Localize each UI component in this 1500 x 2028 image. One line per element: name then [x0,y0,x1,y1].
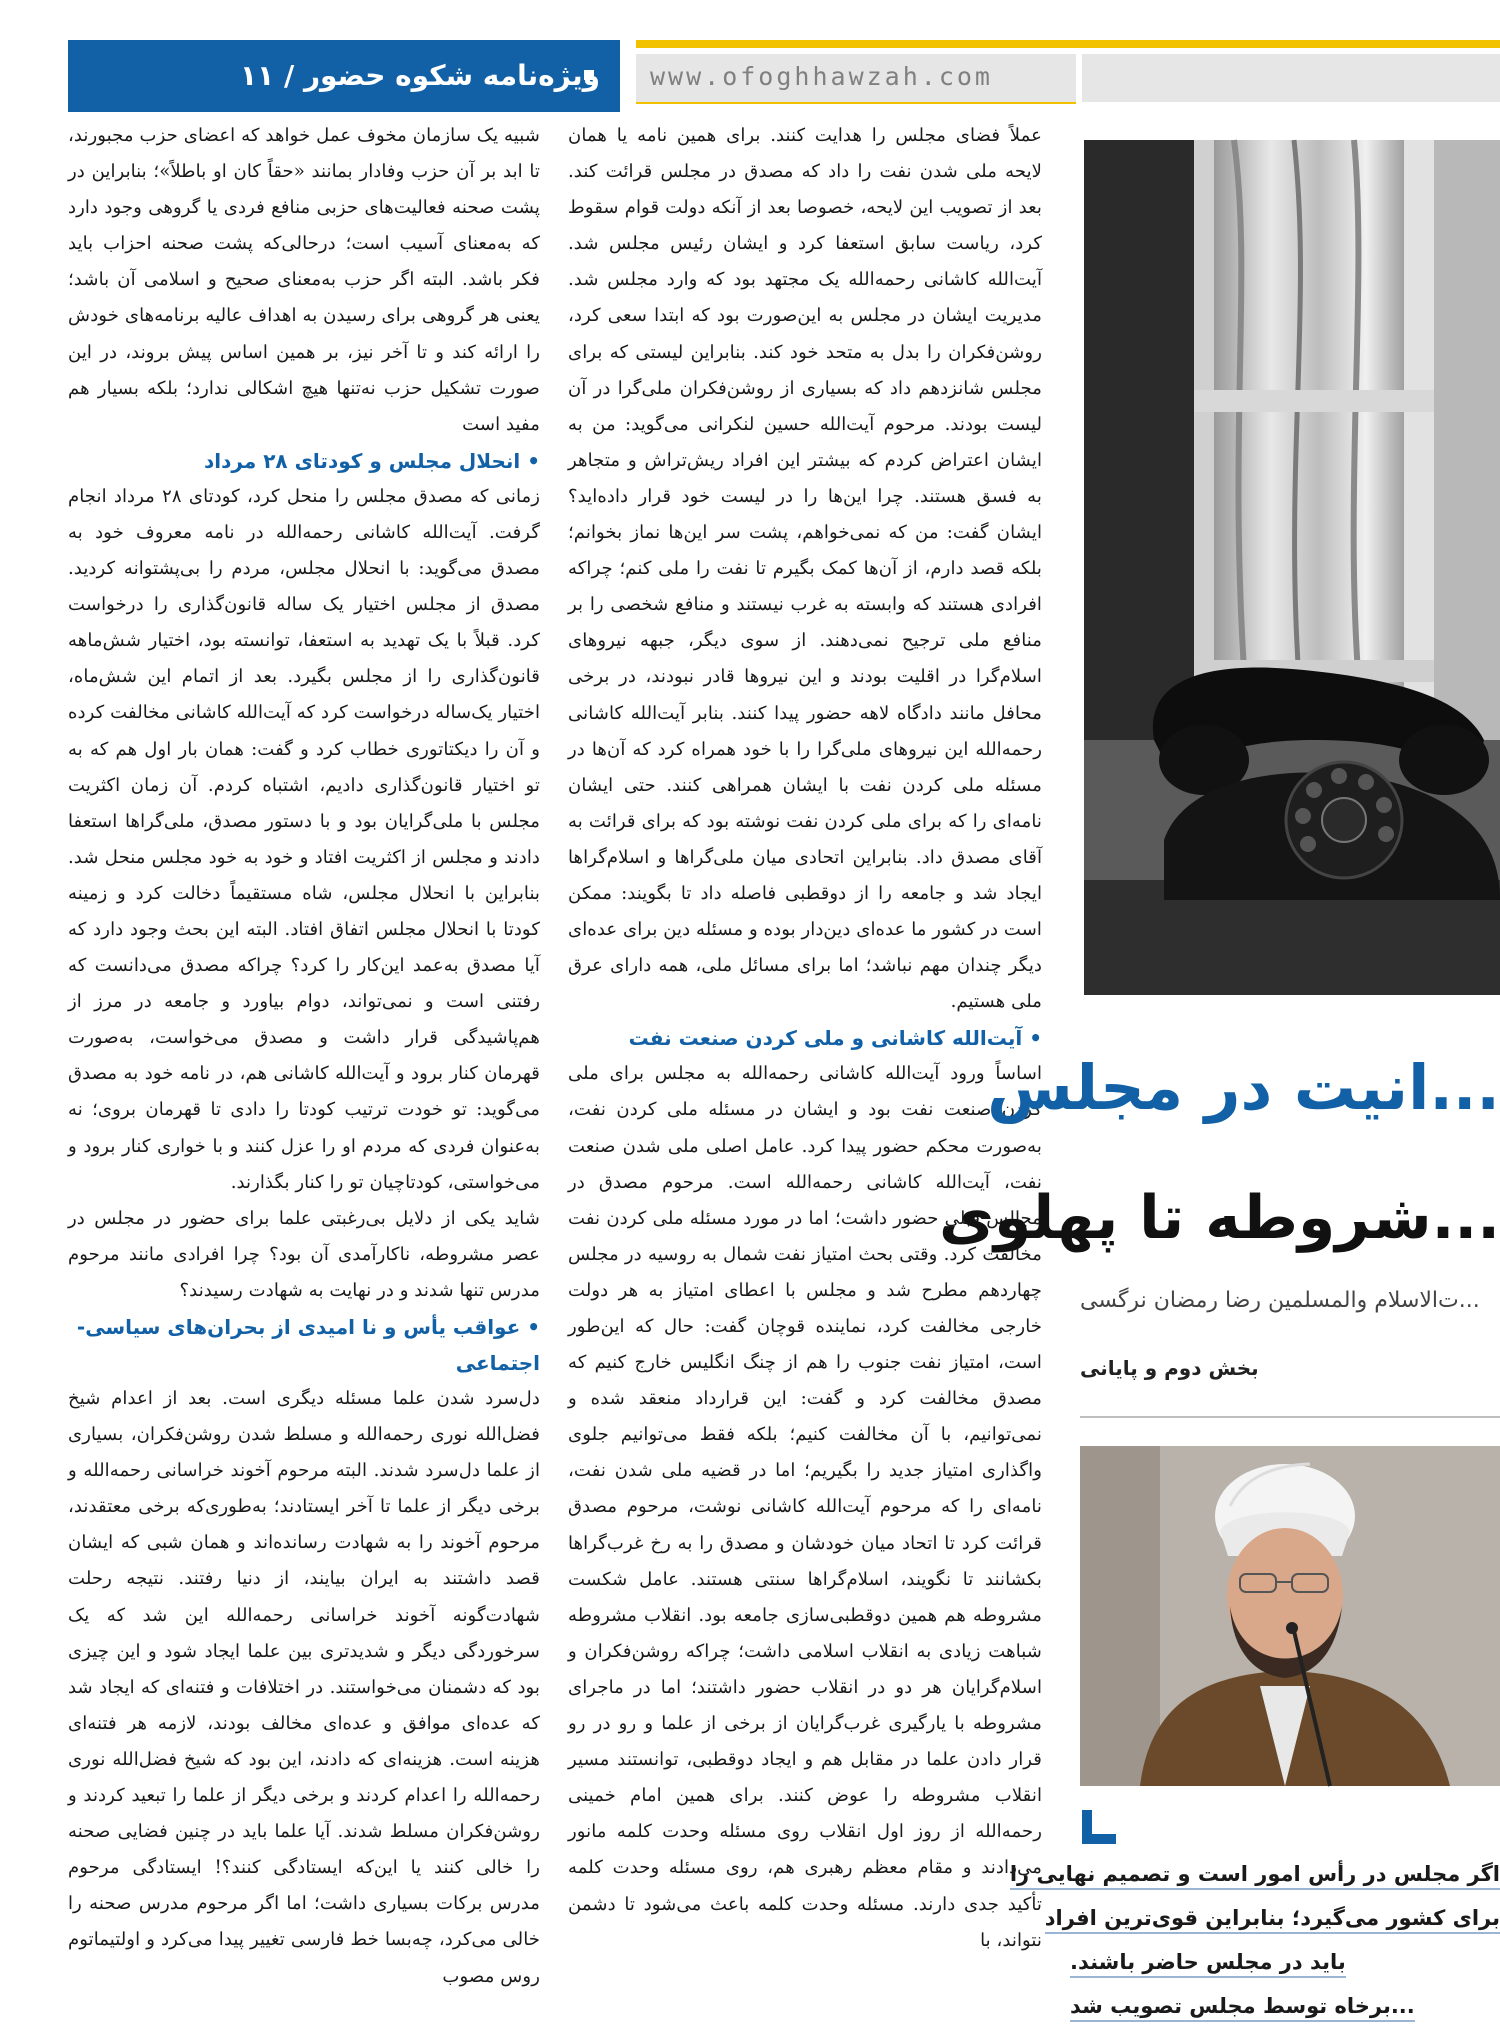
paragraph: اساساً ورود آیت‌الله کاشانی رحمه‌الله به مجلس برای ملی کردن صنعت نفت بود و ایشان در مسئله ملی کردن نفت، به‌صورت محکم حضور پیدا کرد. عامل اصلی ملی شدن صنعت نفت، آیت‌الله کاشانی رحمه‌الله است. مرحوم مصدق در مجالس قبلی حضور داشت؛ اما در مورد مسئله ملی کردن نفت مخالفت کرد. وقتی بحث امتیاز نفت شمال به روسیه در مجلس چهاردهم مطرح شد و مجلس با اعطای امتیاز به هر دولت خارجی مخالفت کرد، نماینده قوچان گفت: حال که این‌طور است، امتیاز نفت جنوب را هم از چنگ انگلیس خارج کنیم که مصدق مخالفت کرد و گفت: این قرارداد منعقد شده و نمی‌توانیم، با آن مخالفت کنیم؛ بلکه فقط می‌توانیم جلوی واگذاری امتیاز جدید را بگیریم؛ اما در قضیه ملی شدن نفت، نامه‌ای را که مرحوم آیت‌الله کاشانی نوشت، مرحوم مصدق قرائت کرد تا اتحاد میان خودشان و مصدق را به رخ غرب‌گراها بکشانند تا نگویند، اسلام‌گراها سنتی هستند. عامل شکست مشروطه هم همین دوقطبی‌سازی جامعه بود. انقلاب مشروطه شباهت زیادی به انقلاب اسلامی داشت؛ چراکه روشن‌فکران و اسلام‌گرایان هر دو در انقلاب حضور داشتند؛ اما در ماجرای مشروطه با یارگیری غرب‌گرایان از برخی از علما و رو در رو قرار دادن علما در مقابل هم و ایجاد دوقطبی، توانستند مسیر انقلاب مشروطه را عوض کنند. برای همین امام خمینی رحمه‌الله از روز اول انقلاب روی مسئله وحدت کلمه مانور می‌دادند و مقام معظم رهبری هم، روی مسئله وحدت کلمه تأکید جدی دارند. مسئله وحدت کلمه باعث می‌شود تا دشمن نتواند، با [568,1063,1042,1951]
paragraph: شاید یکی از دلایل بی‌رغبتی علما برای حضور در مجلس در عصر مشروطه، ناکارآمدی آن بود؟ چرا افرادی مانند مرحوم مدرس تنها شدند و در نهایت به شهادت رسیدند؟ [68,1207,540,1301]
article-title-line-1: ...انیت در مجلس [987,1051,1500,1124]
divider [1080,1416,1500,1418]
telephone-photo [1084,140,1500,995]
quote-line: برای کشور می‌گیرد؛ بنابراین قوی‌ترین افراد [1070,1896,1500,1940]
quote-line: باید در مجلس حاضر باشند. [1070,1940,1500,1984]
quote-line: اگر مجلس در رأس امور است و تصمیم نهایی را [1070,1852,1500,1896]
author-byline: ...ت‌الاسلام والمسلمین رضا رمضان نرگسی [1080,1288,1480,1313]
telephone-illustration [1084,140,1500,995]
speaker-photo [1080,1446,1500,1786]
paragraph: عملاً فضای مجلس را هدایت کنند. برای همین نامه یا همان لایحه ملی شدن نفت را داد که مصدق در مجلس قرائت کند. بعد از تصویب این لایحه، خصوصا بعد از آنکه دولت قوام سقوط کرد، ریاست سابق استعفا کرد و ایشان رئیس مجلس شد. آیت‌الله کاشانی رحمه‌الله یک مجتهد بود که وارد مجلس شد. مدیریت ایشان در مجلس به این‌صورت بود که ابتدا سعی کرد، روشن‌فکران را بدل به متحد خود کند. بنابراین لیستی که برای مجلس شانزدهم داد که بسیاری از روشن‌فکران ملی‌گرا در آن لیست بودند. مرحوم آیت‌الله حسین لنکرانی می‌گوید: من به ایشان اعتراض کردم که بیشتر این افراد ریش‌تراش و متجاهر به فسق هستند. چرا این‌ها را در لیست خود قرار داده‌اید؟ ایشان گفت: من که نمی‌خواهم، پشت سر این‌ها نماز بخوانم؛ بلکه قصد دارم، از آن‌ها کمک بگیرم تا نفت را ملی کنم؛ چراکه افرادی هستند که وابسته به غرب نیستند و منافع شخصی را بر منافع ملی ترجیح نمی‌دهند. از سوی دیگر، جبهه نیروهای اسلام‌گرا در اقلیت بودند و این نیروها قادر نبودند، در برخی محافل مانند دادگاه لاهه حضور پیدا کنند. بنابر آیت‌الله کاشانی رحمه‌الله این نیروهای ملی‌گرا را با خود همراه کرد که آن‌ها در مسئله ملی کردن نفت با ایشان همراهی کنند. حتی ایشان نامه‌ای را که برای ملی کردن نفت نوشته بود که برای قرائت به آقای مصدق داد. بنابراین اتحادی میان ملی‌گراها و اسلام‌گراها ایجاد شد و جامعه را از دوقطبی فاصله داد تا بگویند: ممکن است در کشور ما عده‌ای دین‌دار بوده و مسئله دین برای عده‌ای دیگر چندان مهم نباشد؛ اما برای مسائل ملی، همه دارای عرق ملی هستیم. [568,125,1042,1013]
article-column-left [68,118,540,2009]
article-column-right [568,118,1042,2009]
paragraph: زمانی که مصدق مجلس را منحل کرد، کودتای ۲۸ مرداد انجام گرفت. آیت‌الله کاشانی رحمه‌الله در نامه معروف خود به مصدق می‌گوید: با انحلال مجلس، مردم را بی‌پشتوانه کردید. مصدق از مجلس اختیار یک ساله قانون‌گذاری را درخواست کرد. قبلاً با یک تهدید به استعفا، توانسته بود، اختیار شش‌ماهه قانون‌گذاری را از مجلس بگیرد. بعد از اتمام این شش‌ماه، اختیار یک‌ساله درخواست کرد که آیت‌الله کاشانی مخالفت کرده و آن را دیکتاتوری خطاب کرد و گفت: همان بار اول هم که به تو اختیار قانون‌گذاری دادیم، اشتباه کردم. آن زمان اکثریت مجلس با ملی‌گرایان بود و با دستور مصدق، ملی‌گراها استعفا دادند و مجلس از اکثریت افتاد و خود به خود مجلس منحل شد. بنابراین با انحلال مجلس، شاه مستقیماً دخالت کرد و زمینه کودتا با انحلال مجلس اتفاق افتاد. البته این بحث وجود دارد که آیا مصدق به‌عمد این‌کار را کرد؟ چراکه مصدق می‌دانست که رفتنی است و نمی‌تواند، دوام بیاورد و جامعه در مرز از هم‌پاشیدگی قرار داشت و مصدق می‌خواست، به‌صورت قهرمان کنار برود و آیت‌الله کاشانی هم، در نامه خود به مصدق می‌گوید: تو خودت ترتیب کودتا را دادی تا قهرمان بروی؛ نه به‌عنوان فردی که مردم او را عزل کنند و با خواری کنار برود و می‌خواستی، کودتاچیان تو را کنار بگذارند. [68,485,541,1193]
section-heading: • آیت‌الله کاشانی و ملی کردن صنعت نفت [628,1026,1042,1051]
paragraph: شبیه یک سازمان مخوف عمل خواهد که اعضای حزب مجبورند، تا ابد بر آن حزب وفادار بمانند «حقاً کان او باطلاً»؛ بنابراین در پشت صحنه فعالیت‌های حزبی منافع فردی یا گروهی وجود دارد که به‌معنای آسیب است؛ درحالی‌که پشت صحنه احزاب باید فکر باشد. البته اگر حزب به‌معنای صحیح و اسلامی آن باشد؛ یعنی هر گروهی برای رسیدن به اهداف عالیه برنامه‌های خودش را ارائه کند و تا آخر نیز، بر همین اساس پیش بروند، در این صورت تشکیل حزب نه‌تنها هیچ اشکالی ندارد؛ بلکه بسیار هم مفید است [68,125,540,435]
quote-line: ...برخاه توسط مجلس تصویب شد [1070,1984,1500,2028]
paragraph: دل‌سرد شدن علما مسئله دیگری است. بعد از اعدام شیخ فضل‌الله نوری رحمه‌الله و مسلط شدن روشن‌فکران، بسیاری از علما دل‌سرد شدند. البته مرحوم آخوند خراسانی رحمه‌الله و برخی دیگر از علما تا آخر ایستادند؛ به‌طوری‌که برخی معتقدند، مرحوم آخوند را به شهادت رسانده‌اند و همان شبی که ایشان قصد داشتند به ایران بیایند، از دنیا رفتند. نتیجه رحلت شهادت‌گونه آخوند خراسانی رحمه‌الله این شد که یک سرخوردگی دیگر و شدیدتری بین علما ایجاد شود و این چیزی بود که دشمنان می‌خواستند. در اختلافات و فتنه‌ای که ایجاد شد که عده‌ای موافق و عده‌ای مخالف بودند، لازمه هر فتنه‌ای هزینه است. هزینه‌ای که دادند، این بود که شیخ فضل‌الله نوری رحمه‌الله را اعدام کردند و برخی دیگر از علما را تبعید کردند و روشن‌فکران مسلط شدند. آیا علما باید در چنین فضایی صحنه را خالی کنند یا این‌که ایستادگی کنند؟! ایستادگی مرحوم مدرس برکات بسیاری داشت؛ اما اگر مرحوم مدرس صحنه را خالی می‌کرد، چه‌بسا خط فارسی تغییر پیدا می‌کرد و اولتیماتوم روس مصوب [68,1388,540,1987]
supplement-title: ویژه‌نامه شکوه حضور / ۱۱ [240,59,600,92]
section-heading: • انحلال مجلس و کودتای ۲۸ مرداد [204,448,540,473]
website-url[interactable]: www.ofoghhawzah.com [650,62,993,91]
speaker-illustration [1080,1446,1500,1786]
quote-mark-icon [1082,1810,1116,1844]
part-label: بخش دوم و پایانی [1080,1356,1259,1380]
header-grey-strip [1082,54,1500,102]
header-accent-line [636,40,1500,48]
section-heading: • عواقب یأس و نا امیدی از بحران‌های سیاسی- اجتماعی [76,1315,540,1375]
pull-quote [1009,1852,1500,2018]
article-title-line-2: ...شروطه تا پهلوی [939,1183,1500,1253]
